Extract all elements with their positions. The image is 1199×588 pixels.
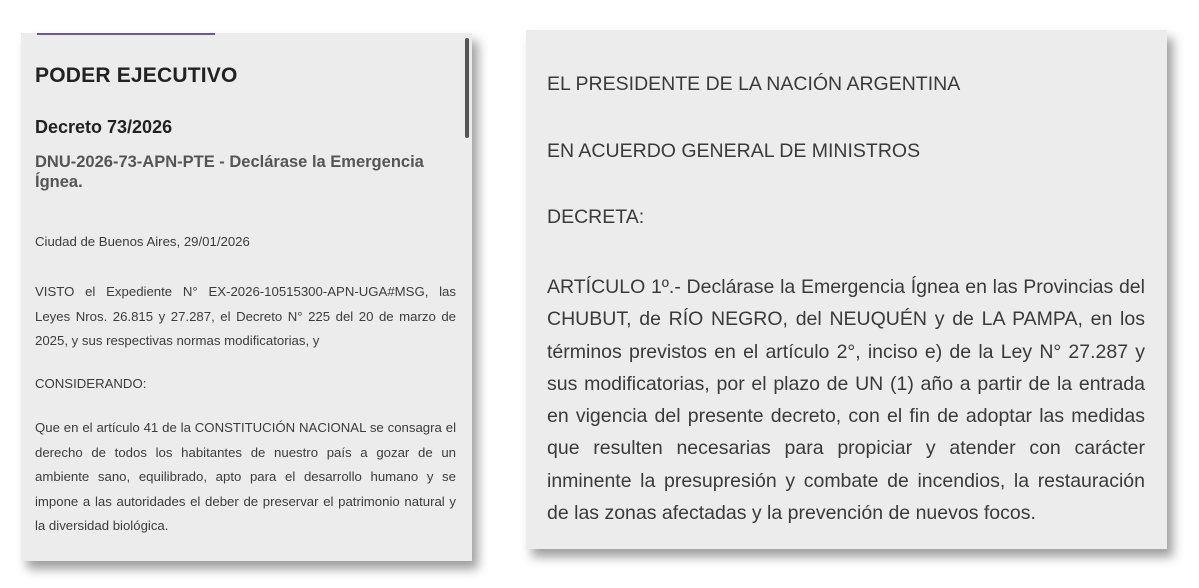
agreement-line: EN ACUERDO GENERAL DE MINISTROS [547, 140, 921, 162]
top-accent-bar [37, 33, 215, 35]
scrollbar-thumb[interactable] [465, 38, 469, 138]
president-line: EL PRESIDENTE DE LA NACIÓN ARGENTINA [547, 73, 961, 95]
visto-paragraph: VISTO el Expediente N° EX-2026-10515300-APN-UGA#MSG, las Leyes Nros. 26.815 y 27.287, el Decreto N° 225 del 20 de marzo de 2025, y sus respectivas normas modificatorias, y [35, 284, 456, 348]
place-date: Ciudad de Buenos Aires, 29/01/2026 [35, 234, 250, 249]
decreta-label: DECRETA: [547, 206, 645, 228]
considerando-paragraph: Que en el artículo 41 de la CONSTITUCIÓN NACIONAL se consagra el derecho de todos los habitantes de nuestro país a gozar de un ambiente sano, equilibrado, apto para el desarrollo humano y se impone a las autoridades el deber de preservar el patrimonio natural y la diversidad biológica. [35, 420, 456, 533]
decree-title: Decreto 73/2026 [35, 117, 173, 137]
decree-subtitle: DNU-2026-73-APN-PTE - Declárase la Emergencia Ígnea. [35, 153, 424, 191]
considerando-label: CONSIDERANDO: [35, 376, 147, 391]
article-1-paragraph: ARTÍCULO 1º.- Declárase la Emergencia Ígnea en las Provincias del CHUBUT, de RÍO NEGRO, del NEUQUÉN y de LA PAMPA, en los términos previstos en el artículo 2°, inciso e) de la Ley N° 27.287 y sus modificatorias, por el plazo de UN (1) año a partir de la entrada en vigencia del presente decreto, con el fin de adoptar las medidas que resulten necesarias para propiciar y atender con carácter inminente la presupresión y combate de incendios, la restauración de las zonas afectadas y la prevención de nuevos focos. [547, 276, 1145, 525]
decree-header-panel [21, 33, 472, 561]
section-title: PODER EJECUTIVO [35, 64, 238, 87]
decree-body-panel [526, 30, 1167, 549]
